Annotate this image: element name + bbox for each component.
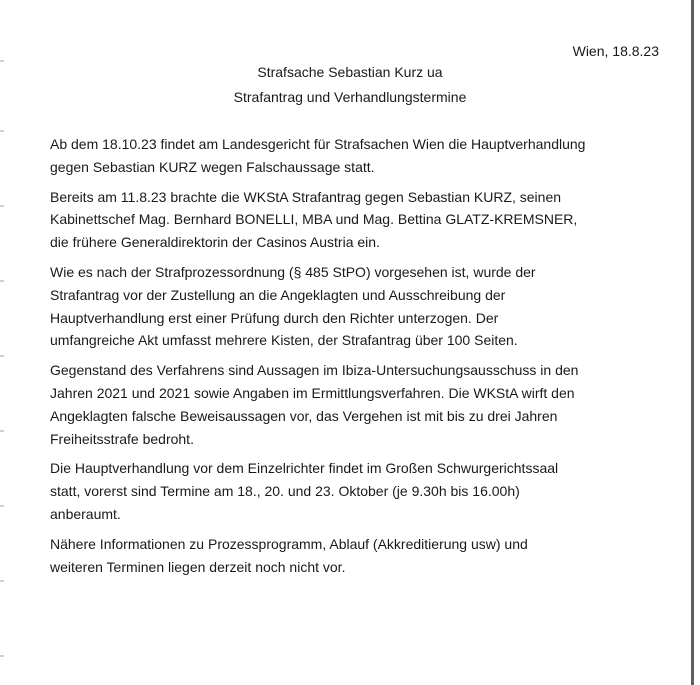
document-body (50, 133, 662, 585)
paragraph-6 (50, 533, 662, 579)
paragraph-2 (50, 186, 662, 254)
paragraph-line: Gegenstand des Verfahrens sind Aussagen im Ibiza-Untersuchungsausschuss in den (50, 362, 579, 379)
paragraph-line: Die Hauptverhandlung vor dem Einzelrichter findet im Großen Schwurgerichtssaal (50, 460, 559, 477)
paragraph-line: gegen Sebastian KURZ wegen Falschaussage statt. (50, 158, 375, 175)
paragraph-line: statt, vorerst sind Termine am 18., 20. und 23. Oktober (je 9.30h bis 16.00h) (50, 483, 520, 500)
paragraph-line: Freiheitsstrafe bedroht. (50, 430, 194, 447)
paragraph-line: die frühere Generaldirektorin der Casinos Austria ein. (50, 234, 380, 251)
paragraph-line: Strafantrag vor der Zustellung an die Angeklagten und Ausschreibung der (50, 286, 506, 303)
document-subtitle: Strafantrag und Verhandlungstermine (233, 89, 467, 105)
paragraph-3 (50, 261, 662, 352)
paragraph-line: anberaumt. (50, 505, 121, 522)
paragraph-line: Nähere Informationen zu Prozessprogramm, Ablauf (Akkreditierung usw) und (50, 535, 528, 552)
paragraph-line: Angeklagten falsche Beweisaussagen vor, das Vergehen ist mit bis zu drei Jahren (50, 407, 558, 424)
paragraph-line: weiteren Terminen liegen derzeit noch nicht vor. (50, 558, 346, 575)
paragraph-5 (50, 457, 662, 525)
paragraph-line: Kabinettschef Mag. Bernhard BONELLI, MBA und Mag. Bettina GLATZ-KREMSNER, (50, 211, 578, 228)
paragraph-4 (50, 359, 662, 450)
paragraph-line: Bereits am 11.8.23 brachte die WKStA Strafantrag gegen Sebastian KURZ, seinen (50, 188, 562, 205)
paragraph-1 (50, 133, 662, 179)
paragraph-line: umfangreiche Akt umfasst mehrere Kisten, der Strafantrag über 100 Seiten. (50, 332, 518, 349)
paragraph-line: Ab dem 18.10.23 findet am Landesgericht für Strafsachen Wien die Hauptverhandlung (50, 136, 586, 152)
document-date: Wien, 18.8.23 (572, 43, 659, 59)
paragraph-line: Hauptverhandlung erst einer Prüfung durch den Richter unterzogen. Der (50, 309, 499, 326)
paragraph-line: Wie es nach der Strafprozessordnung (§ 485 StPO) vorgesehen ist, wurde der (50, 263, 536, 280)
paragraph-line: Jahren 2021 und 2021 sowie Angaben im Ermittlungsverfahren. Die WKStA wirft den (50, 384, 575, 401)
document-title: Strafsache Sebastian Kurz ua (257, 64, 443, 80)
